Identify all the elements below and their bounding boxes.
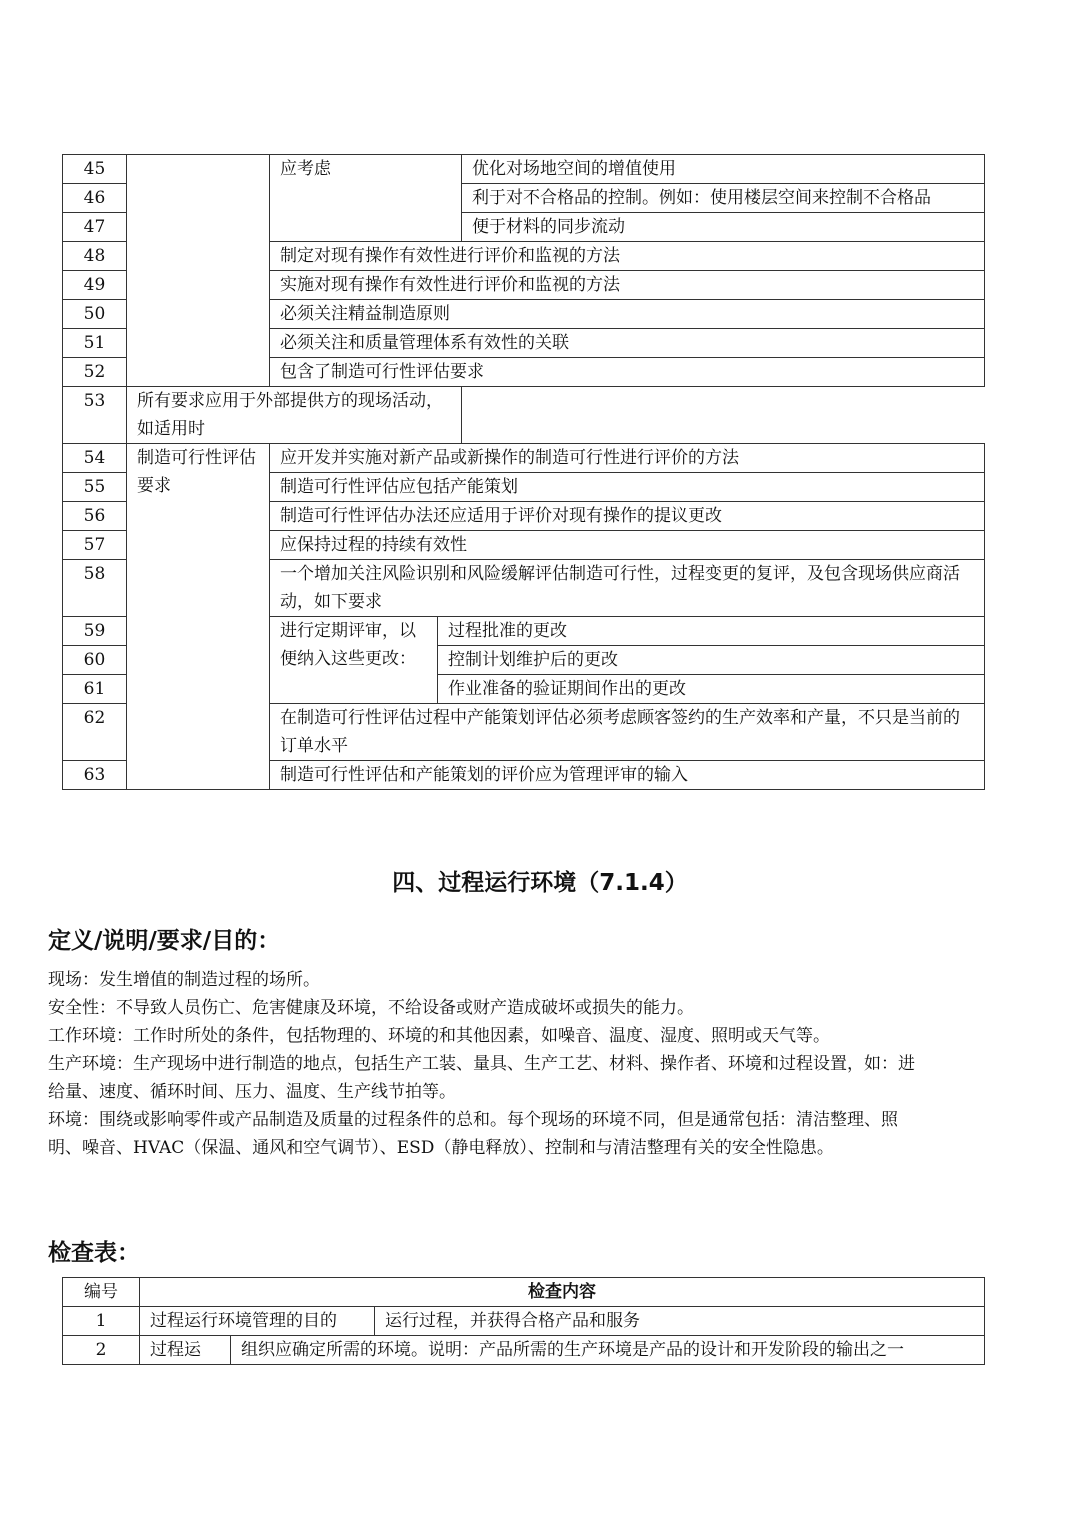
definitions-heading: 定义/说明/要求/目的： (48, 928, 281, 954)
item-text: 控制计划维护后的更改 (438, 646, 985, 675)
item-label: 过程运行环境管理的目的 (140, 1307, 375, 1336)
feasibility-table (62, 154, 985, 790)
row-number: 51 (63, 329, 127, 358)
item-text: 组织应确定所需的环境。说明：产品所需的生产环境是产品的设计和开发阶段的输出之一 (231, 1336, 985, 1365)
definition-paragraph: 工作环境：工作时所处的条件，包括物理的、环境的和其他因素，如噪音、温度、湿度、照明或天气等。 (48, 1026, 830, 1046)
row-number: 59 (63, 617, 127, 646)
row-number: 52 (63, 358, 127, 387)
definitions-block (48, 966, 918, 1162)
row-number: 49 (63, 271, 127, 300)
item-text: 制定对现有操作有效性进行评价和监视的方法 (270, 242, 985, 271)
item-text: 过程批准的更改 (438, 617, 985, 646)
item-text: 制造可行性评估和产能策划的评价应为管理评审的输入 (270, 761, 985, 790)
row-number: 60 (63, 646, 127, 675)
item-label: 过程运 (140, 1336, 231, 1365)
definition-paragraph: 现场：发生增值的制造过程的场所。 (48, 970, 320, 990)
row-number: 53 (63, 387, 127, 444)
item-text: 制造可行性评估应包括产能策划 (270, 473, 985, 502)
item-text: 优化对场地空间的增值使用 (462, 155, 985, 184)
row-number: 55 (63, 473, 127, 502)
category-cell-empty (127, 155, 270, 387)
item-text: 便于材料的同步流动 (462, 213, 985, 242)
row-number: 54 (63, 444, 127, 473)
item-text: 作业准备的验证期间作出的更改 (438, 675, 985, 704)
row-number: 1 (63, 1307, 140, 1336)
item-text: 包含了制造可行性评估要求 (270, 358, 985, 387)
checklist-heading: 检查表： (48, 1240, 140, 1266)
item-text: 必须关注精益制造原则 (270, 300, 985, 329)
item-text: 一个增加关注风险识别和风险缓解评估制造可行性，过程变更的复评，及包含现场供应商活动，如下要求 (270, 560, 985, 617)
row-number: 45 (63, 155, 127, 184)
item-text: 所有要求应用于外部提供方的现场活动，如适用时 (127, 387, 462, 444)
definition-paragraph: 生产环境：生产现场中进行制造的地点，包括生产工装、量具、生产工艺、材料、操作者、环境和过程设置，如：进给量、速度、循环时间、压力、温度、生产线节拍等。 (48, 1054, 915, 1102)
row-number: 50 (63, 300, 127, 329)
table-row (63, 1336, 985, 1365)
item-text: 在制造可行性评估过程中产能策划评估必须考虑顾客签约的生产效率和产量，不只是当前的订单水平 (270, 704, 985, 761)
group-label: 应考虑 (270, 155, 462, 242)
item-text: 必须关注和质量管理体系有效性的关联 (270, 329, 985, 358)
category-label: 制造可行性评估要求 (127, 444, 270, 790)
row-number: 62 (63, 704, 127, 761)
row-number: 48 (63, 242, 127, 271)
table-row (63, 444, 985, 473)
row-number: 46 (63, 184, 127, 213)
row-number: 57 (63, 531, 127, 560)
item-text: 应开发并实施对新产品或新操作的制造可行性进行评价的方法 (270, 444, 985, 473)
table-row (63, 387, 985, 444)
section-title: 四、过程运行环境（7.1.4） (392, 870, 688, 896)
row-number: 63 (63, 761, 127, 790)
row-number: 47 (63, 213, 127, 242)
item-text: 制造可行性评估办法还应适用于评价对现有操作的提议更改 (270, 502, 985, 531)
row-number: 56 (63, 502, 127, 531)
row-number: 58 (63, 560, 127, 617)
header-content: 检查内容 (140, 1278, 985, 1307)
definition-paragraph: 安全性：不导致人员伤亡、危害健康及环境，不给设备或财产造成破坏或损失的能力。 (48, 998, 694, 1018)
item-text: 利于对不合格品的控制。例如：使用楼层空间来控制不合格品 (462, 184, 985, 213)
header-number: 编号 (63, 1278, 140, 1307)
row-number: 61 (63, 675, 127, 704)
item-text: 实施对现有操作有效性进行评价和监视的方法 (270, 271, 985, 300)
group-label: 进行定期评审，以便纳入这些更改： (270, 617, 438, 704)
row-number: 2 (63, 1336, 140, 1365)
table-row (63, 1307, 985, 1336)
item-text: 应保持过程的持续有效性 (270, 531, 985, 560)
table-row (63, 155, 985, 184)
table-header-row (63, 1278, 985, 1307)
item-text: 运行过程，并获得合格产品和服务 (375, 1307, 985, 1336)
checklist-table (62, 1277, 985, 1365)
definition-paragraph: 环境：围绕或影响零件或产品制造及质量的过程条件的总和。每个现场的环境不同，但是通常包括：清洁整理、照明、噪音、HVAC（保温、通风和空气调节）、ESD（静电释放）、控制和与清洁整理有关的安全性隐患。 (48, 1110, 898, 1158)
